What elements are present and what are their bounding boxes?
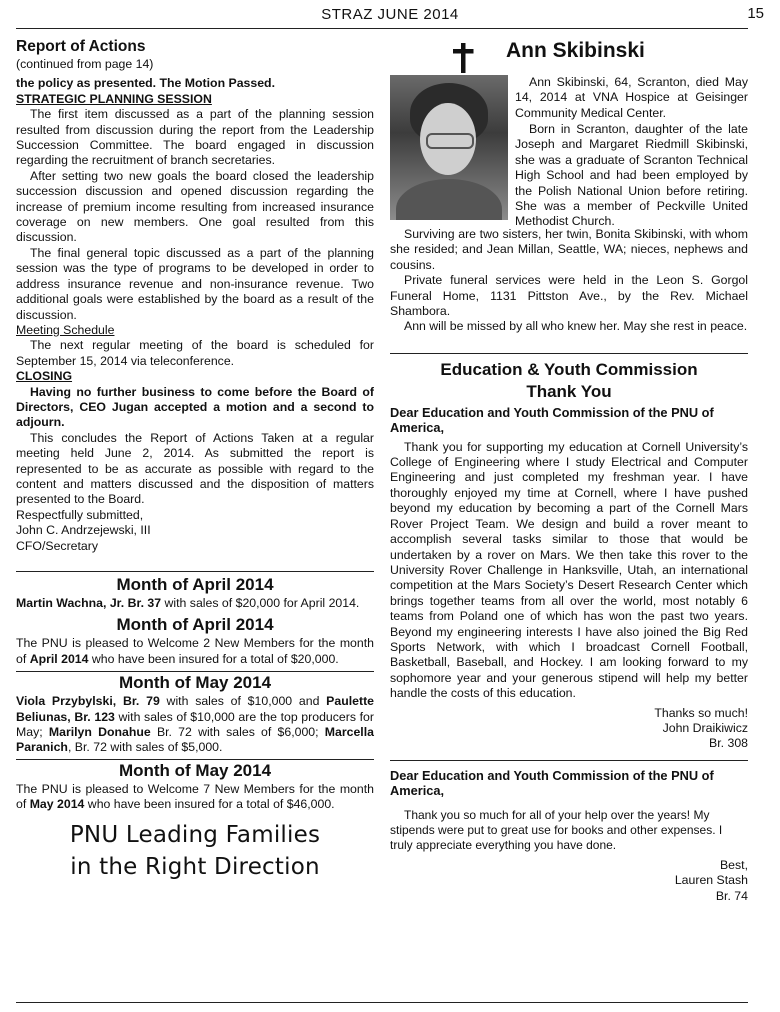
report-para-3: The final general topic discussed as a part of the planning session was the type of programs to be developed in order to address insurance revenue and non-insurance revenue. Two additional goals were established by the board as a result of the discussion. [16, 245, 374, 322]
april-members-part-2: who have been insured for a total of $20,000. [88, 651, 339, 666]
may-sales-part-4: , Br. 72 with sales of $5,000. [67, 740, 223, 755]
right-column [390, 37, 748, 904]
april-members-title: Month of April 2014 [116, 615, 274, 635]
newsletter-title: STRAZ JUNE 2014 [321, 6, 459, 23]
april-sales-text [16, 596, 374, 611]
signature-line-3: CFO/Secretary [16, 538, 98, 553]
letter-2-close-1: Best, [719, 857, 748, 872]
may-sales-text [16, 694, 374, 756]
section-rule [390, 760, 748, 761]
letter-1-close-1: Thanks so much! [654, 705, 748, 720]
footer-rule [16, 1002, 748, 1003]
letter-1-close-2: John Draikiwicz [662, 720, 748, 735]
obituary-photo [390, 75, 508, 220]
closing-text: This concludes the Report of Actions Taken at a regular meeting held June 2, 2014. As submitted the report is represented to be as accurate as possible with regard to the content and matters discussed and the disposition of matters presented to the Board. [16, 430, 374, 507]
may-sales-part-2: with sales of $10,000 are the top producers for May; [16, 709, 374, 740]
slogan [16, 819, 374, 883]
obituary-name: Ann Skibinski [506, 39, 645, 62]
letter-1-body: Thank you for supporting my education at Cornell University’s College of Engineering where I study Electrical and Computer Engineering and just completed my freshman year. I have thoroughly enjoyed my time at Cornell, where I have pushed beyond my education by becoming a part of the Cornell Mars Rover Project Team. We design and build a rover meant to accomplish several tasks similar to those that would be undertaken by a rover on Mars. We then take this rover to the University Rover Challenge in Hanksville, Utah, an international competition at the Mars Society’s Desert Research Center which brings together teams from all over the world, most notably 6 teams from Poland one of which has won the past two years. Beyond my engineering interests I have also joined the Big Red Sports Network, with which I broadcast Cornell Football, Basketball, Baseball, and Hockey. I am looking forward to my sophomore year and your generous stipend will help my better handle the costs of this education. [390, 439, 748, 701]
may-sales-title: Month of May 2014 [118, 673, 272, 693]
april-members-month: April 2014 [29, 651, 89, 666]
obituary-para-1: Ann Skibinski, 64, Scranton, died May 14, 2014 at VNA Hospice at Geisinger Community Medical Center. [515, 75, 748, 120]
obituary-para-2: Born in Scranton, daughter of the late Joseph and Margaret Riedmill Skibinski, she was a graduate of Scranton Technical High School and had been employed by the Polish National Union before retiring. She was a member of Peckville United Methodist Church. [515, 122, 748, 229]
slogan-line-1: PNU Leading Families [69, 821, 321, 848]
april-members-text [16, 636, 374, 667]
may-producer-1: Viola Przybylski, Br. 79 [16, 694, 160, 709]
april-members-part-1: The PNU is pleased to Welcome 2 New Members for the month of [16, 636, 374, 666]
strategic-heading: STRATEGIC PLANNING SESSION [16, 91, 212, 106]
april-sales-title: Month of April 2014 [116, 575, 274, 594]
letter-1-salutation: Dear Education and Youth Commission of the PNU of America, [390, 404, 714, 436]
report-title: Report of Actions [16, 38, 146, 55]
may-members-text [16, 782, 374, 813]
cross-icon [451, 43, 475, 73]
may-sales-part-3: Br. 72 with sales of $6,000; [150, 725, 325, 740]
report-para-2: After setting two new goals the board closed the leadership succession discussion and opened discussion regarding the increase of premium income resulting from increased insurance coverage on new members. One goal resulted from this discussion. [16, 168, 374, 245]
obituary-para-5: Ann will be missed by all who knew her. May she rest in peace. [404, 319, 748, 334]
motion-text: the policy as presented. The Motion Passed. [16, 76, 275, 91]
section-rule [16, 571, 374, 572]
obituary-para-3: Surviving are two sisters, her twin, Bonita Skibinski, with whom she resided; and Jean Millan, Seattle, WA; nieces, nephews and cousins. [390, 227, 748, 272]
education-title-line-1: Education & Youth Commission [440, 359, 698, 379]
slogan-line-2: in the Right Direction [70, 853, 320, 880]
letter-2-close-3: Br. 74 [715, 888, 748, 903]
letter-2-body: Thank you so much for all of your help over the years! My stipends were put to great use for books and other expenses. I truly appreciate everything you have done. [390, 807, 723, 853]
may-members-month: May 2014 [29, 797, 85, 812]
may-sales-part-1: with sales of $10,000 and [159, 694, 327, 709]
page-number: 15 [747, 5, 764, 22]
report-para-1: The first item discussed as a part of the planning session resulted from discussion during the report from the Leadership Succession Committee. The board engaged in discussion regarding the recruitment of branch secretaries. [16, 107, 374, 168]
may-members-part-1: The PNU is pleased to Welcome 7 New Members for the month of [16, 781, 374, 812]
april-top-producer: Martin Wachna, Jr. Br. 37 [16, 596, 162, 610]
april-sales-detail: with sales of $20,000 for April 2014. [161, 596, 360, 610]
may-producer-4: Marcella Paranich [16, 725, 374, 755]
closing-heading: CLOSING [16, 369, 73, 384]
may-members-part-2: who have been insured for a total of $46,000. [84, 797, 335, 812]
obituary-para-4: Private funeral services were held in the Leon S. Gorgol Funeral Home, 1131 Pittston Ave., by the Rev. Michael Shambora. [390, 273, 748, 319]
meeting-text: The next regular meeting of the board is scheduled for September 15, 2014 via teleconference. [16, 338, 374, 368]
letter-2-salutation: Dear Education and Youth Commission of the PNU of America, [390, 767, 714, 799]
may-producer-2: Paulette Beliunas, Br. 123 [16, 694, 375, 724]
signature-line-2: John C. Andrzejewski, III [16, 523, 151, 538]
continued-note: (continued from page 14) [16, 57, 154, 71]
education-title-line-2: Thank You [526, 381, 612, 401]
letter-2-close-2: Lauren Stash [674, 873, 748, 888]
may-members-title: Month of May 2014 [118, 760, 272, 780]
letter-1-close-3: Br. 308 [709, 736, 748, 751]
signature-line-1: Respectfully submitted, [16, 507, 144, 522]
closing-bold: Having no further business to come before the Board of Directors, CEO Jugan accepted a motion and a second to adjourn. [16, 384, 374, 430]
meeting-heading: Meeting Schedule [16, 322, 115, 337]
header-rule [16, 28, 748, 29]
left-column [16, 37, 374, 883]
section-rule [390, 353, 748, 354]
may-producer-3: Marilyn Donahue [48, 725, 151, 740]
